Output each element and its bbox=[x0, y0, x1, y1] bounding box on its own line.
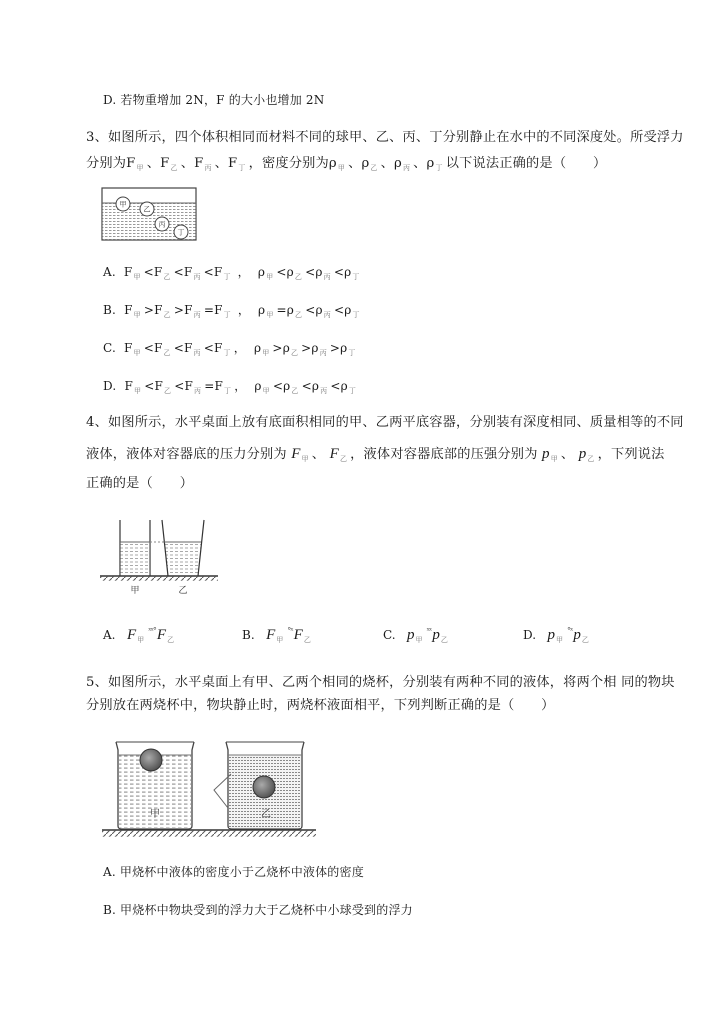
q4-label-jia: 甲 bbox=[130, 586, 140, 596]
q3-option-a[interactable]: A. $F_甲 <F_乙 <F_丙 <F_丁$ ， $\rho_甲 <\rho_乙 <\rho_丙 <\rho_丁$ bbox=[103, 265, 360, 281]
q5-stem-line2: 分别放在两烧杯中，物块静止时，两烧杯液面相平，下列判断正确的是（ ） bbox=[86, 698, 555, 713]
q3-option-b[interactable]: B. $F_甲 >F_乙 >F_丙 =F_丁$ ， $\rho_甲 =\rho_乙 <\rho_丙 <\rho_丁$ bbox=[103, 303, 360, 319]
q3-stem-line2: 分别为$F_甲$ 、$F_乙$ 、$F_丙$ 、$F_丁$ ，密度分别为$\rho_甲$ 、$\rho_乙$ 、$\rho_丙$ 、$\rho_丁$ 以下说法正确的是（ ） bbox=[86, 156, 607, 172]
q4-label-yi: 乙 bbox=[178, 586, 188, 596]
q4-figure-containers bbox=[100, 518, 220, 598]
svg-text:甲: 甲 bbox=[119, 200, 127, 209]
q5-option-a[interactable]: A. 甲烧杯中液体的密度小于乙烧杯中液体的密度 bbox=[103, 865, 364, 879]
q3-stem-line1: 3、如图所示，四个体积相同而材料不同的球甲、乙、丙、丁分别静止在水中的不同深度处。所受浮力 bbox=[86, 130, 684, 145]
q5-stem-line1: 5、如图所示，水平桌面上有甲、乙两个相同的烧杯，分别装有两种不同的液体，将两个相 同的物块 bbox=[86, 675, 675, 690]
q4-option-a[interactable]: A. $F_甲^{ˣˣ^\circ}F_乙$ bbox=[103, 626, 175, 644]
q4-stem-line1: 4、如图所示，水平桌面上放有底面积相同的甲、乙两平底容器，分别装有深度相同、质量相等的不同 bbox=[86, 415, 684, 430]
q5-label-jia: 甲 bbox=[150, 809, 160, 820]
svg-text:丙: 丙 bbox=[158, 220, 166, 229]
q5-option-b[interactable]: B. 甲烧杯中物块受到的浮力大于乙烧杯中小球受到的浮力 bbox=[103, 903, 413, 917]
q4-option-c[interactable]: C. $p_甲^{ˣˣ}p_乙$ bbox=[383, 626, 448, 644]
q4-option-b[interactable]: B. $F_甲^{^\circ ˣ}F_乙$ bbox=[242, 626, 311, 644]
q3-option-d[interactable]: D. $F_甲 <F_乙 <F_丙 =F_丁$ ， $\rho_甲 <\rho_乙 <\rho_丙 <\rho_丁$ bbox=[103, 379, 357, 395]
q4-stem-line3: 正确的是（ ） bbox=[86, 476, 194, 491]
q4-stem-line2: 液体，液体对容器底的压力分别为 $F_甲$ 、 $F_乙$ ，液体对容器底部的压强分别为 $p_甲$ 、 $p_乙$ ，下列说法 bbox=[86, 446, 665, 463]
q4-option-d[interactable]: D. $p_甲^{^\circ ˣ}p_乙$ bbox=[523, 626, 589, 644]
svg-text:乙: 乙 bbox=[143, 205, 151, 214]
q5-figure-beakers bbox=[100, 738, 320, 838]
q3-figure-water-tank bbox=[101, 187, 197, 241]
q5-label-yi: 乙 bbox=[261, 809, 271, 820]
q3-option-c[interactable]: C. $F_甲 <F_乙 <F_丙 <F_丁$ ， $\rho_甲 >\rho_乙 >\rho_丙 >\rho_丁$ bbox=[103, 341, 356, 357]
svg-text:丁: 丁 bbox=[177, 228, 185, 237]
q2-option-d: D. 若物重增加 2N，F 的大小也增加 2N bbox=[103, 93, 325, 107]
